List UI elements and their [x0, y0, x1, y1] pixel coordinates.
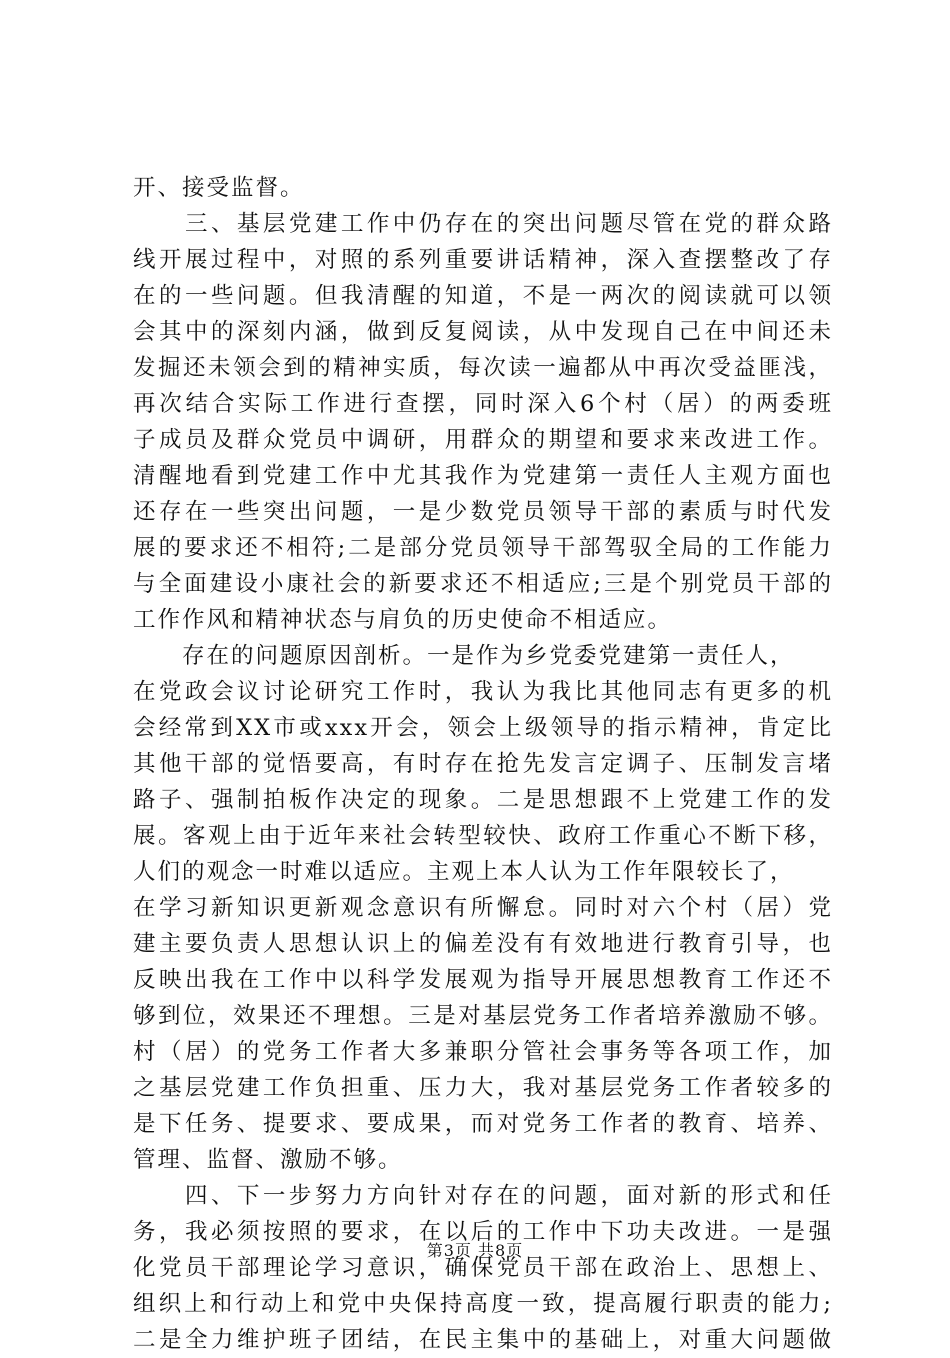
text-line: 子成员及群众党员中调研，用群众的期望和要求来改进工作。: [133, 427, 833, 453]
text-line: 其他干部的觉悟要高，有时存在抢先发言定调子、压制发言堵: [133, 751, 833, 777]
text-line: 在学习新知识更新观念意识有所懈怠。同时对六个村（居）党: [133, 895, 833, 921]
text-line: 会经常到XX市或xxx开会，领会上级领导的指示精神，肯定比: [133, 715, 833, 741]
text-line: 四、下一步努力方向针对存在的问题，面对新的形式和任: [133, 1183, 833, 1209]
text-line: 务，我必须按照的要求，在以后的工作中下功夫改进。一是强: [133, 1219, 833, 1245]
text-line: 发掘还未领会到的精神实质，每次读一遍都从中再次受益匪浅，: [133, 355, 833, 381]
text-line: 是下任务、提要求、要成果，而对党务工作者的教育、培养、: [133, 1111, 833, 1137]
text-line: 工作作风和精神状态与肩负的历史使命不相适应。: [133, 607, 673, 633]
text-line: 组织上和行动上和党中央保持高度一致，提高履行职责的能力;: [133, 1291, 833, 1317]
text-line: 在党政会议讨论研究工作时，我认为我比其他同志有更多的机: [133, 679, 833, 705]
text-line: 之基层党建工作负担重、压力大，我对基层党务工作者较多的: [133, 1075, 833, 1101]
text-line: 三、基层党建工作中仍存在的突出问题尽管在党的群众路: [133, 211, 833, 237]
text-line: 反映出我在工作中以科学发展观为指导开展思想教育工作还不: [133, 967, 833, 993]
text-line: 展的要求还不相符;二是部分党员领导干部驾驭全局的工作能力: [133, 535, 833, 561]
text-line: 路子、强制拍板作决定的现象。二是思想跟不上党建工作的发: [133, 787, 833, 813]
text-line: 够到位，效果还不理想。三是对基层党务工作者培养激励不够。: [133, 1003, 833, 1029]
document-body: [133, 170, 833, 1358]
text-line: 会其中的深刻内涵，做到反复阅读，从中发现自己在中间还未: [133, 319, 833, 345]
text-line: 二是全力维护班子团结，在民主集中的基础上，对重大问题做: [133, 1327, 833, 1353]
page-number-footer: 第3页 共8页: [426, 1241, 524, 1260]
text-line: 存在的问题原因剖析。一是作为乡党委党建第一责任人，: [133, 643, 795, 669]
text-line: 展。客观上由于近年来社会转型较快、政府工作重心不断下移，: [133, 823, 833, 849]
text-line: 再次结合实际工作进行查摆，同时深入6个村（居）的两委班: [133, 391, 833, 417]
text-line: 管理、监督、激励不够。: [133, 1147, 403, 1173]
text-line: 人们的观念一时难以适应。主观上本人认为工作年限较长了，: [133, 859, 795, 885]
text-line: 村（居）的党务工作者大多兼职分管社会事务等各项工作，加: [133, 1039, 833, 1065]
text-line: 线开展过程中，对照的系列重要讲话精神，深入查摆整改了存: [133, 247, 833, 273]
text-line: 清醒地看到党建工作中尤其我作为党建第一责任人主观方面也: [133, 463, 833, 489]
text-line: 化党员干部理论学习意识，确保党员干部在政治上、思想上、: [133, 1255, 833, 1281]
text-line: 开、接受监督。: [133, 175, 305, 201]
text-line: 建主要负责人思想认识上的偏差没有有效地进行教育引导，也: [133, 931, 833, 957]
text-line: 与全面建设小康社会的新要求还不相适应;三是个别党员干部的: [133, 571, 833, 597]
text-line: 还存在一些突出问题，一是少数党员领导干部的素质与时代发: [133, 499, 833, 525]
text-line: 在的一些问题。但我清醒的知道，不是一两次的阅读就可以领: [133, 283, 833, 309]
